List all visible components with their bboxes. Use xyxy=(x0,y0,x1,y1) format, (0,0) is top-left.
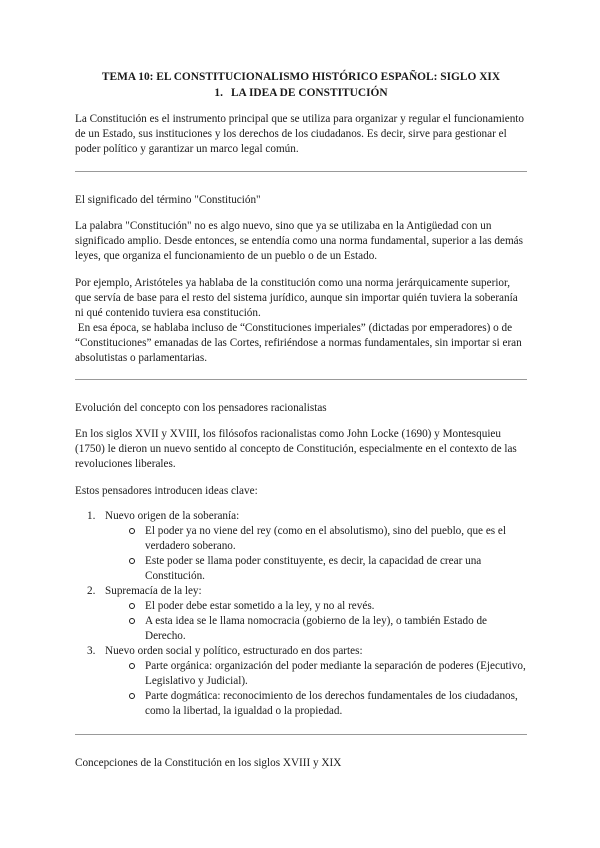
section-title xyxy=(75,86,527,101)
paragraph-aristoteles: Por ejemplo, Aristóteles ya hablaba de la constitución como una norma jerárquicamente superior, que servía de base para el resto del sistema jurídico, aunque sin importar quién tuviera la soberanía ni qué contenido tuviera esa constitución. xyxy=(75,277,518,319)
ideas-list xyxy=(75,509,527,719)
sub-list-item xyxy=(145,689,527,719)
sub-list-item-text: El poder debe estar sometido a la ley, y no al revés. xyxy=(145,600,375,612)
sub-list-item-text: Este poder se llama poder constituyente, es decir, la capacidad de crear una Constitución. xyxy=(145,555,482,582)
divider xyxy=(75,734,527,735)
heading-concepciones: Concepciones de la Constitución en los siglos XVIII y XIX xyxy=(75,757,342,769)
circle-bullet-icon xyxy=(129,663,135,669)
sub-list-item-text: Parte orgánica: organización del poder mediante la separación de poderes (Ejecutivo, Legislativo y Judicial). xyxy=(145,660,526,687)
sub-list-item xyxy=(145,599,527,614)
circle-bullet-icon xyxy=(129,558,135,564)
divider xyxy=(75,379,527,380)
list-item-label: Nuevo orden social y político, estructurado en dos partes: xyxy=(105,645,363,657)
sub-list-item xyxy=(145,659,527,689)
list-item-label: Supremacía de la ley: xyxy=(105,585,202,597)
document-title: TEMA 10: EL CONSTITUCIONALISMO HISTÓRICO ESPAÑOL: SIGLO XIX xyxy=(101,71,501,83)
sub-list-item-text: El poder ya no viene del rey (como en el absolutismo), sino del pueblo, que es el verdadero soberano. xyxy=(145,525,507,552)
list-marker: 2. xyxy=(87,585,96,597)
sub-list xyxy=(105,599,527,644)
intro-paragraph: La Constitución es el instrumento principal que se utiliza para organizar y regular el funcionamiento de un Estado, sus instituciones y los derechos de los ciudadanos. Es decir, sirve para gestionar el poder político y garantizar un marco legal común. xyxy=(75,113,525,155)
paragraph-siglos: En los siglos XVII y XVIII, los filósofos racionalistas como John Locke (1690) y Montesquieu (1750) le dieron un nuevo sentido al concepto de Constitución, especialmente en el contexto de las revoluciones liberales. xyxy=(75,428,517,470)
sub-list-item xyxy=(145,614,527,644)
circle-bullet-icon xyxy=(129,618,135,624)
list-item-label: Nuevo origen de la soberanía: xyxy=(105,510,240,522)
section-title-text: LA IDEA DE CONSTITUCIÓN xyxy=(230,87,388,99)
sub-list-item-text: Parte dogmática: reconocimiento de los derechos fundamentales de los ciudadanos, como la libertad, la igualdad o la propiedad. xyxy=(145,690,518,717)
paragraph-epoca: En esa época, se hablaba incluso de “Constituciones imperiales” (dictadas por emperadores) o de “Constituciones” emanadas de las Cortes, refiriéndose a normas fundamentales, sin importar si eran absolutistas o parlamentarias. xyxy=(75,322,525,364)
paragraph-ideas-clave: Estos pensadores introducen ideas clave: xyxy=(75,485,258,497)
circle-bullet-icon xyxy=(129,603,135,609)
paragraph-palabra: La palabra "Constitución" no es algo nuevo, sino que ya se utilizaba en la Antigüedad con un significado amplio. Desde entonces, se entendía como una norma fundamental, superior a las demás leyes, que organiza el funcionamiento de un pueblo o de un Estado. xyxy=(75,220,523,262)
list-item xyxy=(87,644,527,719)
document-page xyxy=(75,70,527,771)
circle-bullet-icon xyxy=(129,528,135,534)
list-item xyxy=(87,509,527,584)
heading-evolucion: Evolución del concepto con los pensadores racionalistas xyxy=(75,402,327,414)
circle-bullet-icon xyxy=(129,693,135,699)
list-marker: 1. xyxy=(87,510,96,522)
sub-list-item-text: A esta idea se le llama nomocracia (gobierno de la ley), o también Estado de Derecho. xyxy=(145,615,488,642)
heading-significado: El significado del término "Constitución" xyxy=(75,194,261,206)
sub-list xyxy=(105,524,527,584)
list-item xyxy=(87,584,527,644)
divider xyxy=(75,171,527,172)
sub-list-item xyxy=(145,554,527,584)
list-marker: 3. xyxy=(87,645,96,657)
sub-list xyxy=(105,659,527,719)
section-number: 1. xyxy=(214,87,223,99)
sub-list-item xyxy=(145,524,527,554)
